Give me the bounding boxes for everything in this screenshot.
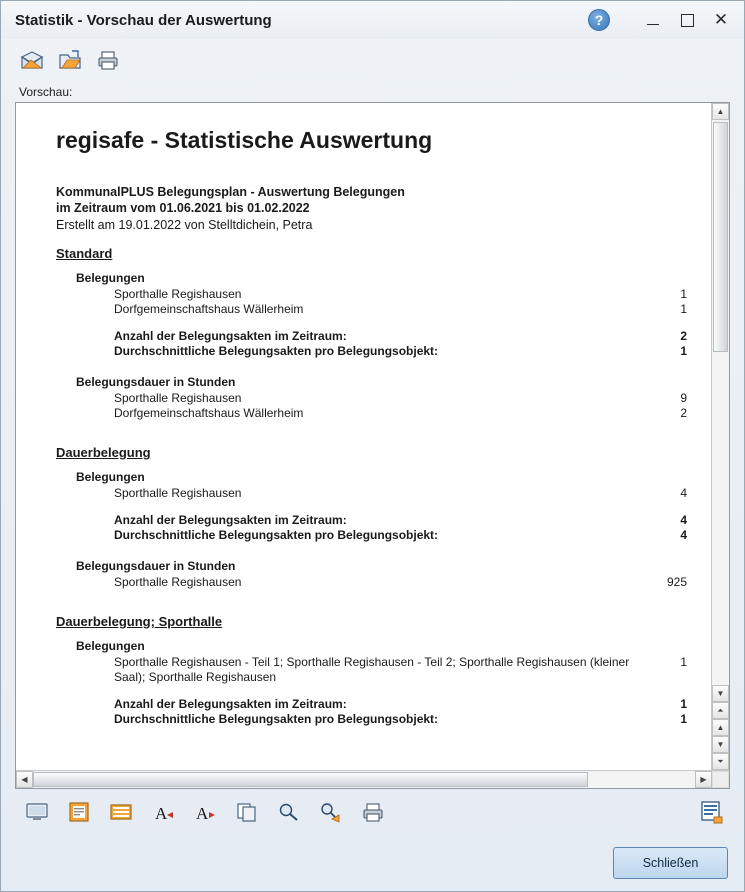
report-row xyxy=(114,575,687,590)
minimize-icon xyxy=(647,24,659,25)
row-label: Sporthalle Regishausen xyxy=(114,391,242,405)
row-value: 2 xyxy=(680,406,687,420)
group-heading: Belegungsdauer in Stunden xyxy=(76,559,236,573)
vertical-scrollbar[interactable] xyxy=(711,103,729,770)
horizontal-scroll-track[interactable] xyxy=(33,771,695,788)
prev-page-button[interactable]: ▲ xyxy=(712,719,729,736)
open-envelope-icon[interactable] xyxy=(17,45,47,75)
dialog-footer xyxy=(1,835,744,891)
report-title: regisafe - Statistische Auswertung xyxy=(56,127,433,153)
report-summary-row xyxy=(114,697,687,712)
section-heading: Dauerbelegung; Sporthalle xyxy=(56,614,223,629)
row-value: 1 xyxy=(680,697,687,711)
print-icon[interactable] xyxy=(359,798,387,826)
export-report-icon[interactable] xyxy=(698,798,726,826)
group-heading: Belegungen xyxy=(76,639,145,653)
report-row xyxy=(114,406,687,421)
row-value: 9 xyxy=(680,391,687,405)
close-button[interactable]: ✕ xyxy=(713,10,729,29)
horizontal-scrollbar[interactable] xyxy=(16,770,729,788)
help-icon[interactable]: ? xyxy=(588,9,610,31)
maximize-button[interactable] xyxy=(670,5,704,35)
row-value: 2 xyxy=(680,329,687,343)
report-subtitle-line2: im Zeitraum vom 01.06.2021 bis 01.02.2022 xyxy=(56,201,310,215)
preview-pane xyxy=(15,102,730,789)
export-icon[interactable] xyxy=(55,45,85,75)
row-label: Dorfgemeinschaftshaus Wällerheim xyxy=(114,406,304,420)
row-value: 1 xyxy=(680,344,687,358)
row-label: Anzahl der Belegungsakten im Zeitraum: xyxy=(114,697,347,711)
font-increase-icon[interactable] xyxy=(191,798,219,826)
group-heading: Belegungen xyxy=(76,271,145,285)
row-value: 1 xyxy=(680,655,687,669)
row-label: Sporthalle Regishausen xyxy=(114,486,242,500)
row-label: Anzahl der Belegungsakten im Zeitraum: xyxy=(114,513,347,527)
row-value: 1 xyxy=(680,287,687,301)
font-decrease-icon[interactable] xyxy=(149,798,177,826)
preview-label: Vorschau: xyxy=(19,85,73,99)
list-layout-icon[interactable] xyxy=(107,798,135,826)
row-label: Anzahl der Belegungsakten im Zeitraum: xyxy=(114,329,347,343)
find-next-icon[interactable] xyxy=(317,798,345,826)
report-created-info: Erstellt am 19.01.2022 von Stelltdichein, Petra xyxy=(56,218,313,232)
row-value: 1 xyxy=(680,302,687,316)
scroll-left-button[interactable]: ◀ xyxy=(16,771,33,788)
bottom-toolbar xyxy=(1,789,744,835)
svg-text:A: A xyxy=(155,804,168,823)
row-value: 4 xyxy=(680,486,687,500)
report-summary-row xyxy=(114,513,687,528)
vertical-scroll-track[interactable] xyxy=(712,120,729,685)
row-value: 4 xyxy=(680,513,687,527)
report-summary-row xyxy=(114,329,687,344)
report-row xyxy=(114,486,687,501)
report-row xyxy=(114,391,687,406)
report-subtitle-line1: KommunalPLUS Belegungsplan - Auswertung Belegungen xyxy=(56,185,405,199)
row-label: Sporthalle Regishausen - Teil 1; Sporthalle Regishausen - Teil 2; Sporthalle Regishausen (kleiner Saal); Sporthalle Regishausen xyxy=(114,655,630,684)
row-value: 1 xyxy=(680,712,687,726)
title-bar xyxy=(1,1,744,39)
row-label: Sporthalle Regishausen xyxy=(114,575,242,589)
last-page-button[interactable]: ⏷ xyxy=(712,753,729,770)
resize-grip[interactable] xyxy=(712,771,729,788)
report-summary-row xyxy=(114,712,687,727)
close-dialog-button[interactable]: Schließen xyxy=(613,847,728,879)
row-label: Durchschnittliche Belegungsakten pro Belegungsobjekt: xyxy=(114,712,439,726)
maximize-icon xyxy=(681,14,694,27)
find-icon[interactable] xyxy=(275,798,303,826)
print-icon[interactable] xyxy=(93,45,123,75)
report-summary-row xyxy=(114,344,687,359)
minimize-button[interactable] xyxy=(636,5,670,35)
section-heading: Dauerbelegung xyxy=(56,445,151,460)
row-label: Sporthalle Regishausen xyxy=(114,287,242,301)
section-heading: Standard xyxy=(56,246,113,261)
group-heading: Belegungsdauer in Stunden xyxy=(76,375,236,389)
row-label: Durchschnittliche Belegungsakten pro Belegungsobjekt: xyxy=(114,528,439,542)
vertical-scroll-thumb[interactable] xyxy=(713,122,728,352)
horizontal-scroll-thumb[interactable] xyxy=(33,772,588,787)
svg-text:A: A xyxy=(196,804,209,823)
page-layout-icon[interactable] xyxy=(65,798,93,826)
report-row xyxy=(114,287,687,302)
report-document xyxy=(16,103,711,770)
report-summary-row xyxy=(114,528,687,543)
row-value: 925 xyxy=(666,575,687,589)
next-page-button[interactable]: ▼ xyxy=(712,736,729,753)
first-page-button[interactable]: ⏶ xyxy=(712,702,729,719)
top-toolbar xyxy=(1,39,744,81)
copy-icon[interactable] xyxy=(233,798,261,826)
row-label: Durchschnittliche Belegungsakten pro Belegungsobjekt: xyxy=(114,344,439,358)
scroll-right-button[interactable]: ▶ xyxy=(695,771,712,788)
screen-view-icon[interactable] xyxy=(23,798,51,826)
window-title: Statistik - Vorschau der Auswertung xyxy=(15,11,272,29)
scroll-up-button[interactable]: ▲ xyxy=(712,103,729,120)
report-row xyxy=(114,655,687,685)
scroll-down-button[interactable]: ▼ xyxy=(712,685,729,702)
row-label: Dorfgemeinschaftshaus Wällerheim xyxy=(114,302,304,316)
report-row xyxy=(114,302,687,317)
row-value: 4 xyxy=(680,528,687,542)
group-heading: Belegungen xyxy=(76,470,145,484)
